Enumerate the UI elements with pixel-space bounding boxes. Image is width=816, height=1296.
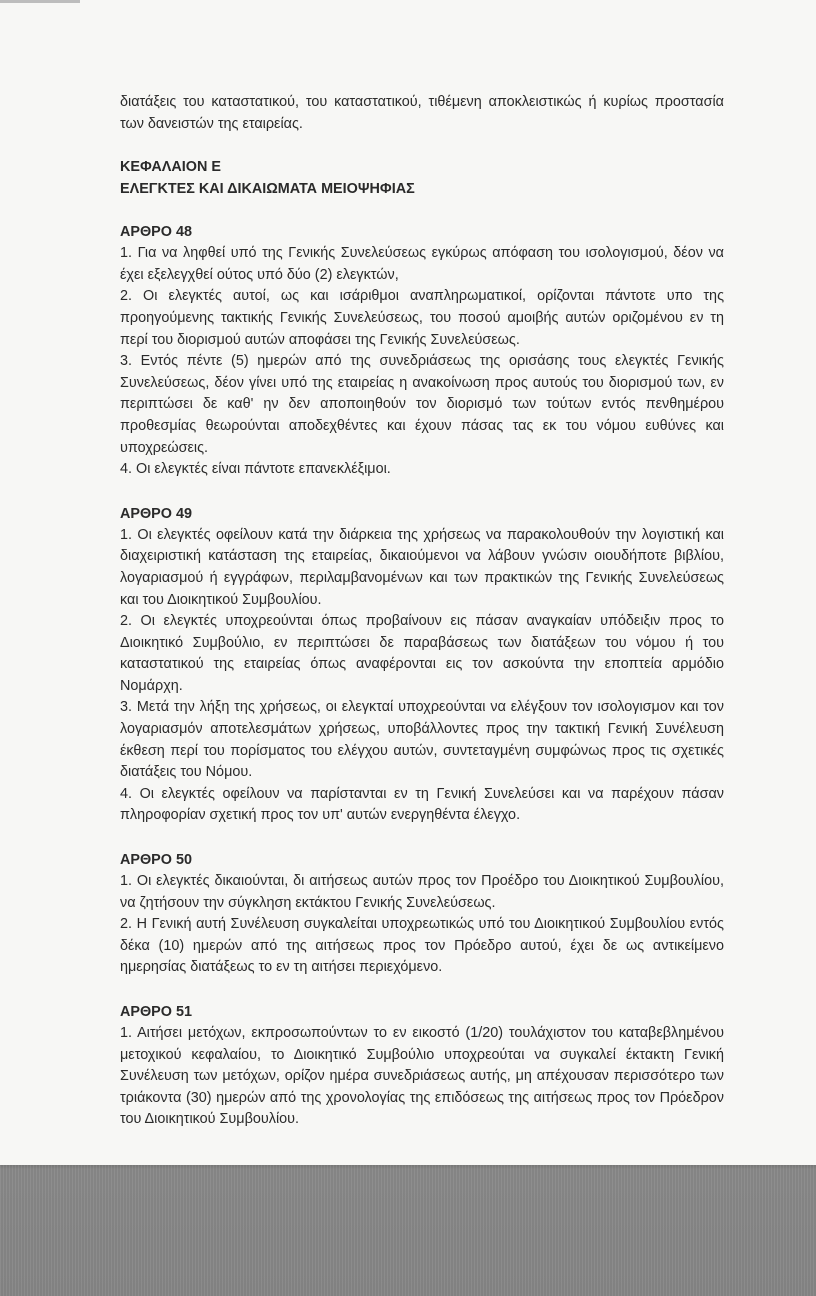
article-51 [120, 1001, 724, 1131]
chapter-header [120, 156, 724, 200]
article-50 [120, 849, 724, 979]
chapter-subtitle: ΕΛΕΓΚΤΕΣ ΚΑΙ ΔΙΚΑΙΩΜΑΤΑ ΜΕΙΟΨΗΦΙΑΣ [120, 181, 415, 198]
article-paragraph: 1. Οι ελεγκτές οφείλουν κατά την διάρκεια της χρήσεως να παρακολουθούν την λογιστική και διαχειριστική κατάσταση της εταιρείας, δικαιούμενοι να λάβουν γνώσιν οιουδήποτε βιβλίου, λογαριασμού ή εγγράφων, περιλαμβανομένων και των πρακτικών της Γενικής Συνελεύσεως και του Διοικητικού Συμβουλίου. [120, 526, 724, 608]
article-paragraph: 3. Μετά την λήξη της χρήσεως, οι ελεγκταί υποχρεούνται να ελέγξουν τον ισολογισμον και τον λογαριασμόν αποτελεσμάτων χρήσεως, υποβάλλοντες προς την τακτική Γενική Συνέλευση έκθεση περί του πορίσματος του ελέγχου αυτών, συντεταγμένη συμφώνως προς τις σχετικές διατάξεις του Νόμου. [120, 699, 724, 781]
article-heading: ΑΡΘΡΟ 50 [120, 852, 192, 869]
article-heading: ΑΡΘΡΟ 51 [120, 1004, 192, 1020]
intro-paragraph: διατάξεις του καταστατικού, του καταστατικού, τιθέμενη αποκλειστικώς ή κυρίως προστασία των δανειστών της εταιρείας. [120, 94, 724, 132]
chapter-title: ΚΕΦΑΛΑΙΟΝ Ε [120, 159, 221, 176]
document-body [120, 92, 724, 1153]
article-paragraph: 1. Οι ελεγκτές δικαιούνται, δι αιτήσεως αυτών προς τον Προέδρο του Διοικητικού Συμβουλίου, να ζητήσουν την σύγκληση εκτάκτου Γενικής Συνελεύσεως. [120, 873, 724, 911]
article-paragraph: 2. Οι ελεγκτές αυτοί, ως και ισάριθμοι αναπληρωματικοί, ορίζονται πάντοτε υπο της προηγούμενης τακτικής Γενικής Συνελεύσεως, του ποσού αμοιβής αυτών οριζομένου εν τη περί του διορισμού αυτών αποφάσει της Γενικής Συνελεύσεως. [120, 288, 724, 348]
article-48 [120, 221, 724, 481]
article-paragraph: 3. Εντός πέντε (5) ημερών από της συνεδριάσεως της ορισάσης τους ελεγκτές Γενικής Συνελεύσεως, δέον γίνει υπό της εταιρείας η ανακοίνωση προς αυτούς του διορισμού των, εν περιπτώσει δε καθ' ην δεν αποποιηθούν τον διορισμό των τούτων εντός πενθημέρου προθεσμίας θεωρούνται αποδεχθέντες και έχουν πάσας τας εκ του νόμου ευθύνες και υποχρεώσεις. [120, 353, 724, 456]
scan-edge-mark [0, 0, 80, 3]
article-49 [120, 503, 724, 827]
article-paragraph: 2. Οι ελεγκτές υποχρεούνται όπως προβαίνουν εις πάσαν αναγκαίαν υπόδειξιν προς το Διοικητικό Συμβούλιο, εν περιπτώσει δε παραβάσεως των διατάξεων του νόμου ή του καταστατικού της εταιρείας όπως αναφέρονται εις τον ασκούντα την εποπτεία αρμόδιο Νομάρχη. [120, 613, 724, 694]
scanner-texture [0, 1165, 816, 1296]
article-paragraph: 4. Οι ελεγκτές οφείλουν να παρίστανται εν τη Γενική Συνελεύσει και να παρέχουν πάσαν πληροφορίαν σχετική προς τον υπ' αυτών ενεργηθέντα έλεγχο. [120, 785, 724, 824]
article-heading: ΑΡΘΡΟ 48 [120, 224, 192, 241]
article-paragraph: 1. Αιτήσει μετόχων, εκπροσωπούντων το εν εικοστό (1/20) τουλάχιστον του καταβεβλημένου μετοχικού κεφαλαίου, το Διοικητικό Συμβούλιο υποχρεούται να συγκαλεί έκτακτη Γενική Συνέλευση των μετόχων, ορίζον ημέρα συνεδριάσεως αυτής, μη απέχουσαν περισσότερο των τριάκοντα (30) ημερών από της χρονολογίας της επιδόσεως της αιτήσεως προς τον Πρόεδρον του Διοικητικού Συμβουλίου. [120, 1025, 724, 1128]
article-paragraph: 4. Οι ελεγκτές είναι πάντοτε επανεκλέξιμοι. [120, 461, 391, 478]
article-paragraph: 1. Για να ληφθεί υπό της Γενικής Συνελεύσεως εγκύρως απόφαση του ισολογισμού, δέον να έχει εξελεγχθεί ούτος υπό δύο (2) ελεγκτών, [120, 245, 724, 283]
article-paragraph: 2. Η Γενική αυτή Συνέλευση συγκαλείται υποχρεωτικώς υπό του Διοικητικού Συμβουλίου εντός δέκα (10) ημερών από της αιτήσεως προς τον Πρόεδρο αυτού, έχει δε ως αντικείμενο ημερησίας διατάξεως το εν τη αιτήσει περιεχόμενο. [120, 916, 724, 976]
scanner-background-band [0, 1165, 816, 1296]
article-heading: ΑΡΘΡΟ 49 [120, 505, 192, 522]
